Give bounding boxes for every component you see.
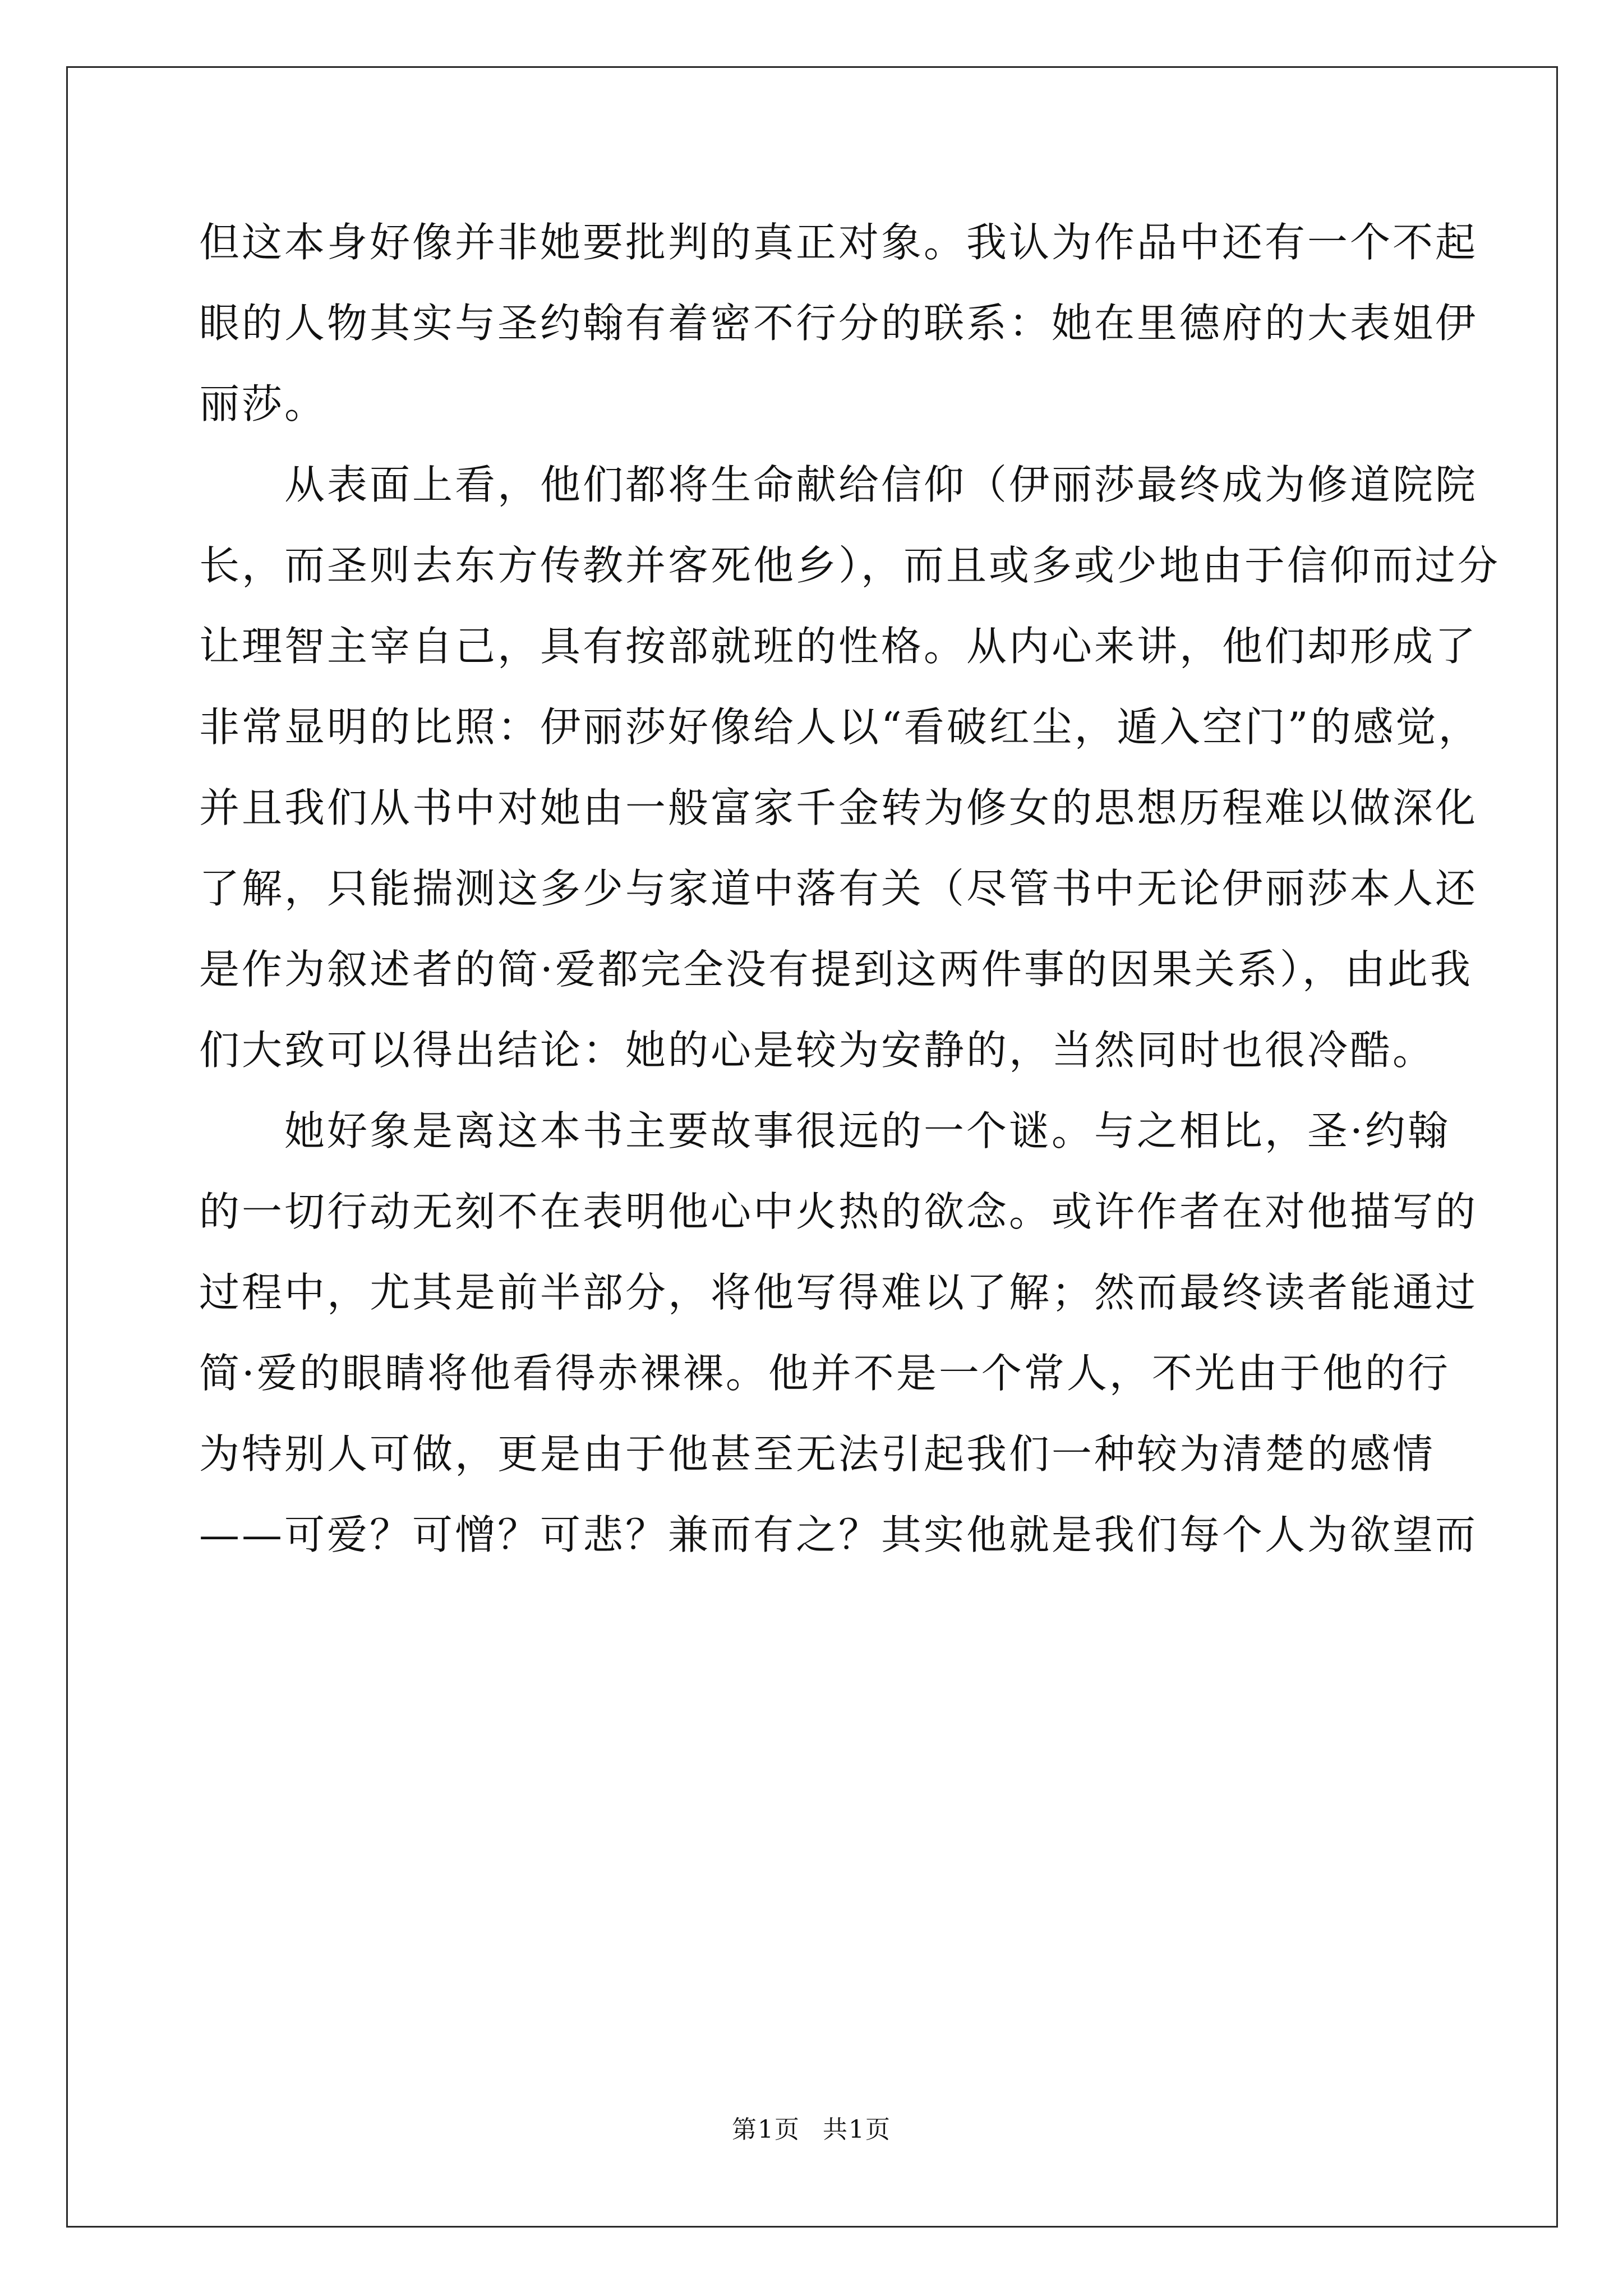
text-line-3: 丽莎。 — [199, 380, 328, 427]
text-line-1: 但这本身好像并非她要批判的真正对象。我认为作品中还有一个不起 — [199, 219, 1478, 266]
text-line-2: 眼的人物其实与圣约翰有着密不行分的联系：她在里德府的大表姐伊 — [199, 300, 1478, 347]
page-footer — [0, 2109, 1623, 2145]
text-line-12: 她好象是离这本书主要故事很远的一个谜。与之相比，圣·约翰 — [284, 1107, 1450, 1154]
text-line-10: 是作为叙述者的简·爱都完全没有提到这两件事的因果关系），由此我 — [199, 946, 1473, 993]
page-number: 第1页 — [732, 2115, 800, 2144]
text-line-6: 让理智主宰自己，具有按部就班的性格。从内心来讲，他们却形成了 — [199, 623, 1478, 670]
text-line-4: 从表面上看，他们都将生命献给信仰（伊丽莎最终成为修道院院 — [284, 461, 1478, 508]
text-line-5: 长，而圣则去东方传教并客死他乡），而且或多或少地由于信仰而过分 — [199, 542, 1501, 589]
text-line-16: 为特别人可做，更是由于他甚至无法引起我们一种较为清楚的感情 — [199, 1430, 1436, 1478]
text-line-14: 过程中，尤其是前半部分，将他写得难以了解；然而最终读者能通过 — [199, 1269, 1478, 1316]
text-line-17: ——可爱？可憎？可悲？兼而有之？其实他就是我们每个人为欲望而 — [199, 1511, 1478, 1558]
document-body — [199, 202, 1501, 1575]
text-line-15: 简·爱的眼睛将他看得赤裸裸。他并不是一个常人，不光由于他的行 — [199, 1350, 1450, 1397]
page-total: 共1页 — [823, 2115, 891, 2144]
text-line-9: 了解，只能揣测这多少与家道中落有关（尽管书中无论伊丽莎本人还 — [199, 865, 1478, 912]
text-line-13: 的一切行动无刻不在表明他心中火热的欲念。或许作者在对他描写的 — [199, 1188, 1478, 1235]
text-line-7: 非常显明的比照：伊丽莎好像给人以“看破红尘，遁入空门”的感觉， — [199, 703, 1481, 751]
text-line-11: 们大致可以得出结论：她的心是较为安静的，当然同时也很冷酷。 — [199, 1027, 1436, 1074]
text-line-8: 并且我们从书中对她由一般富家千金转为修女的思想历程难以做深化 — [199, 784, 1478, 831]
